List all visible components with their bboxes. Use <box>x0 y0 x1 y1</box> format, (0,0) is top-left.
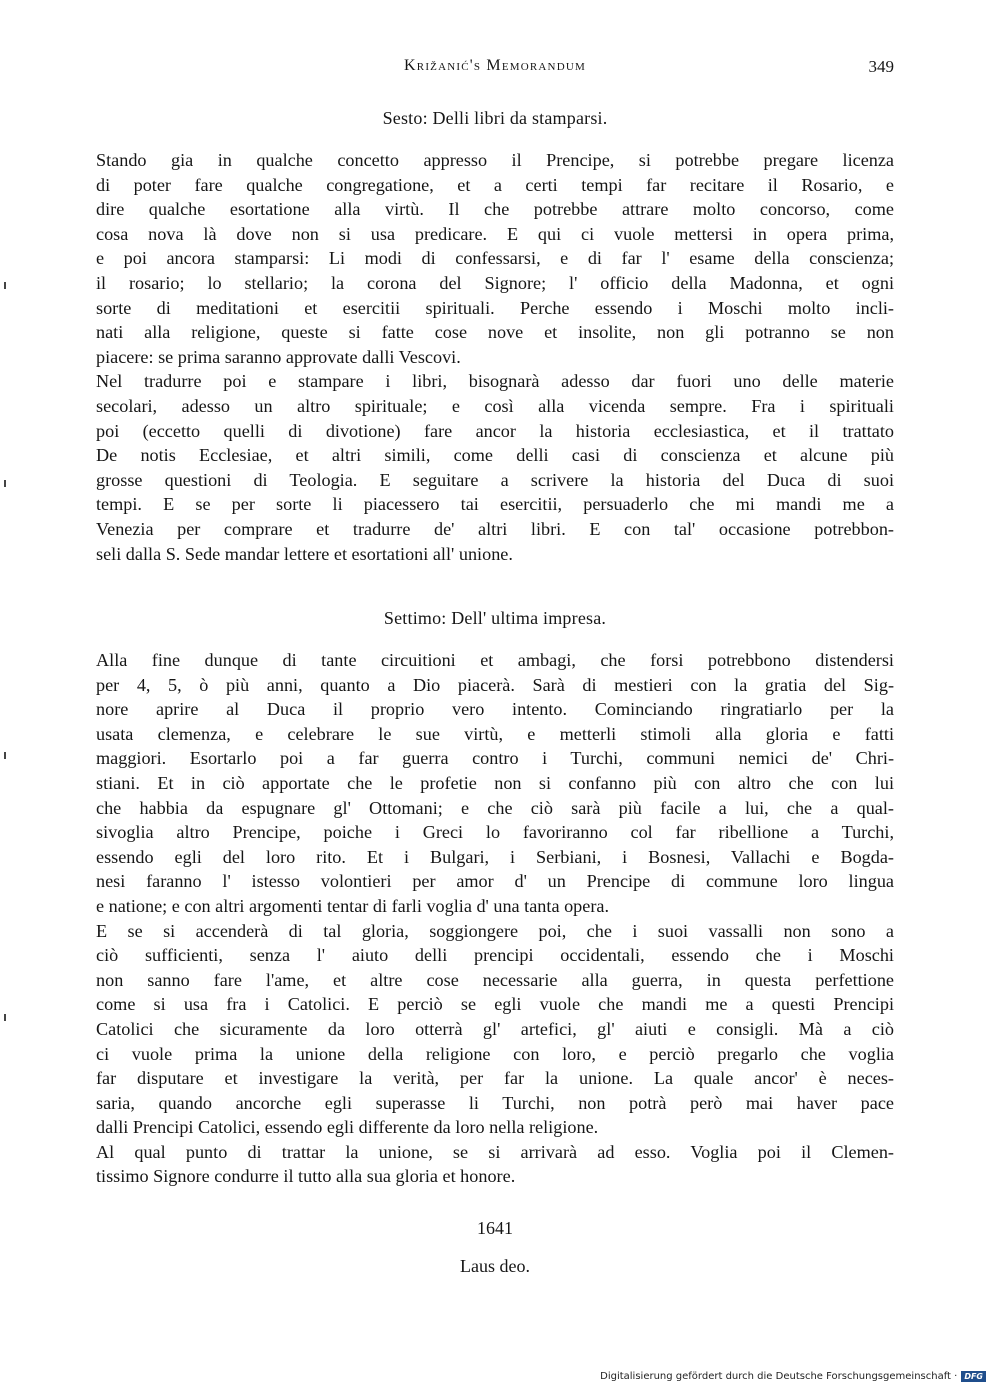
dfg-logo: DFG <box>961 1371 986 1382</box>
text-line: e natione; e con altri argomenti tentar di farli voglia d' una tanta opera. <box>96 895 610 916</box>
text-line: far disputare et investigare la verità, per far la unione. La quale ancor' è neces- <box>96 1068 894 1089</box>
text-line: e poi ancora stamparsi: Li modi di confessarsi, e di far l' esame della conscienza; <box>96 248 894 269</box>
text-line: Stando gia in qualche concetto appresso il Prencipe, si potrebbe pregare licenza <box>96 150 894 170</box>
text-line: di poter fare qualche congregatione, et a certi tempi far recitare il Rosario, e <box>96 174 894 195</box>
text-line: grosse questioni di Teologia. E seguitare a scrivere la historia del Duca di suoi <box>96 469 894 490</box>
text-line: Catolici che sicuramente da loro otterrà gl' artefici, gl' aiuti e consigli. Mà a ciò <box>96 1018 894 1039</box>
paragraph <box>96 148 894 566</box>
colophon-year: 1641 <box>477 1218 513 1238</box>
text-line: Al qual punto di trattar la unione, se si arrivarà ad esso. Voglia poi il Clemen- <box>96 1141 894 1162</box>
text-line: non sanno fare l'ame, et altre cose necessarie alla guerra, in questa perfettione <box>96 969 894 990</box>
scan-margin-mark <box>4 1014 6 1021</box>
paragraph <box>96 648 894 1189</box>
text-line: E se si accenderà di tal gloria, soggiongere poi, che i suoi vassalli non sono a <box>96 920 894 941</box>
digitization-credit <box>600 1371 986 1382</box>
section-heading-sesto: Sesto: Delli libri da stamparsi. <box>382 108 608 128</box>
text-line: nore aprire al Duca il proprio vero intento. Cominciando ringratiarlo per la <box>96 699 894 720</box>
text-line: dire qualche esortatione alla virtù. Il che potrebbe attrare molto concorso, come <box>96 199 894 220</box>
text-line: Nel tradurre poi e stampare i libri, bisognarà adesso dar fuori uno delle materie <box>96 371 894 392</box>
scan-margin-mark <box>4 752 6 759</box>
text-line: saria, quando ancorche egli superasse li Turchi, non potrà però mai haver pace <box>96 1092 894 1113</box>
colophon-closing: Laus deo. <box>460 1256 530 1276</box>
text-line: seli dalla S. Sede mandar lettere et esortationi all' unione. <box>96 543 513 564</box>
text-line: il rosario; lo stellario; la corona del Signore; l' officio della Madonna, et ogni <box>96 272 894 293</box>
text-line: come si usa fra i Catolici. E perciò se egli vuole che mandi me a questi Prencipi <box>96 994 894 1015</box>
page-header <box>96 57 894 81</box>
text-line: dalli Prencipi Catolici, essendo egli differente da loro nella religione. <box>96 1117 599 1138</box>
text-line: usata clemenza, e celebrare le sue virtù, e metterli stimoli alla gloria e fatti <box>96 723 894 744</box>
text-line: Venezia per comprare et tradurre de' altri libri. E con tal' occasione potrebbon- <box>96 518 894 539</box>
running-title: Križanić's Memorandum <box>404 57 586 74</box>
text-line: poi (eccetto quelli di divotione) fare ancor la historia ecclesiastica, et il trattato <box>96 420 894 441</box>
page-number: 349 <box>868 57 894 76</box>
text-line: De notis Ecclesiae, et altri simili, come delli casi di conscienza et alcune più <box>96 445 894 466</box>
text-line: ci vuole prima la unione della religione con loro, e perciò pregarlo che voglia <box>96 1043 894 1064</box>
text-line: cosa nova là dove non si usa predicare. E qui ci vuole mettersi in opera prima, <box>96 223 894 244</box>
text-line: che habbia da espugnare gl' Ottomani; e che ciò sarà più facile a lui, che a qual- <box>96 797 894 818</box>
text-line: tissimo Signore condurre il tutto alla sua gloria et honore. <box>96 1166 516 1187</box>
text-line: secolari, adesso un altro spirituale; e così alla vicenda sempre. Fra i spirituali <box>96 395 894 416</box>
text-line: per 4, 5, ò più anni, quanto a Dio piacerà. Sarà di mestieri con la gratia del Sig- <box>96 674 894 695</box>
text-line: tempi. E se per sorte li piacessero tai esercitii, persuaderlo che mi mandi me a <box>96 494 894 515</box>
text-line: Alla fine dunque di tante circuitioni et ambagi, che forsi potrebbono distendersi <box>96 650 894 670</box>
scan-margin-mark <box>4 480 6 487</box>
text-line: piacere: se prima saranno approvate dalli Vescovi. <box>96 346 461 367</box>
text-line: sivoglia altro Prencipe, poiche i Greci lo favoriranno col far ribellione a Turchi, <box>96 822 894 843</box>
text-line: nati alla religione, queste si fatte cose nove et insolite, non gli potranno se non <box>96 322 894 343</box>
text-line: nesi faranno l' istesso volontieri per amor d' un Prencipe di commune loro lingua <box>96 871 894 892</box>
text-line: maggiori. Esortarlo poi a far guerra contro i Turchi, communi nemici de' Chri- <box>96 748 894 769</box>
text-line: sorte di meditationi et esercitii spirituali. Perche essendo i Moschi molto incli- <box>96 297 894 318</box>
text-line: ciò sufficienti, senza l' aiuto delli prencipi occidentali, essendo che i Moschi <box>96 945 894 966</box>
scan-margin-mark <box>4 282 6 289</box>
text-line: essendo egli del loro rito. Et i Bulgari, i Serbiani, i Bosnesi, Vallachi e Bogda- <box>96 846 894 867</box>
section-heading-settimo: Settimo: Dell' ultima impresa. <box>383 608 607 628</box>
credit-text: Digitalisierung gefördert durch die Deutsche Forschungsgemeinschaft · <box>600 1371 958 1382</box>
text-line: stiani. Et in ciò apportate che le profetie non si confanno più con altro che con lui <box>96 772 894 793</box>
